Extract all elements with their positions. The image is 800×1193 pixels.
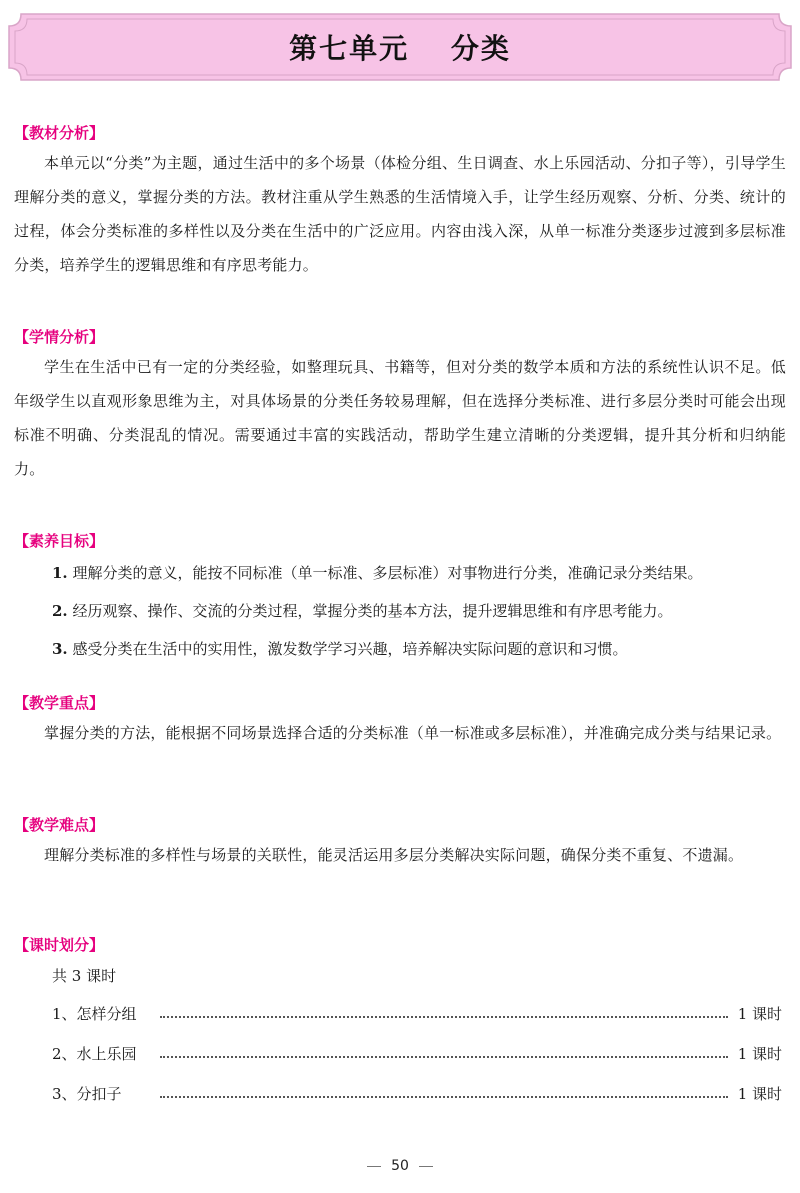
difficulties-text: 理解分类标准的多样性与场景的关联性，能灵活运用多层分类解决实际问题，确保分类不重复、不遗漏。 — [44, 846, 744, 864]
schedule-section — [14, 932, 786, 1114]
key-points-heading: 【教学重点】 — [14, 694, 105, 712]
lesson-name: 2、水上乐园 — [52, 1045, 137, 1063]
dot-leader — [160, 1016, 728, 1018]
goal-item — [14, 554, 786, 592]
page-footer — [0, 1158, 800, 1174]
goal-text: 理解分类的意义，能按不同标准（单一标准、多层标准）对事物进行分类，准确记录分类结果。 — [72, 564, 703, 582]
goal-number: 2. — [52, 602, 68, 620]
goal-item — [14, 630, 786, 668]
key-points-section — [14, 690, 786, 750]
student-analysis-text: 学生在生活中已有一定的分类经验，如整理玩具、书籍等，但对分类的数学本质和方法的系统性认识不足。低年级学生以直观形象思维为主，对具体场景的分类任务较易理解，但在选择分类标准、进行多层分类时可能会出现标准不明确、分类混乱的情况。需要通过丰富的实践活动，帮助学生建立清晰的分类逻辑，提升其分析和归纳能力。 — [14, 358, 786, 478]
textbook-analysis-text: 本单元以“分类”为主题，通过生活中的多个场景（体检分组、生日调查、水上乐园活动、分扣子等），引导学生理解分类的意义，掌握分类的方法。教材注重从学生熟悉的生活情境入手，让学生经历观察、分析、分类、统计的过程，体会分类标准的多样性以及分类在生活中的广泛应用。内容由浅入深，从单一标准分类逐步过渡到多层标准分类，培养学生的逻辑思维和有序思考能力。 — [14, 154, 786, 274]
goal-item — [14, 592, 786, 630]
student-analysis-section — [14, 324, 786, 486]
lesson-row — [14, 1034, 786, 1074]
dot-leader — [160, 1096, 728, 1098]
lesson-name: 3、分扣子 — [52, 1085, 122, 1103]
goal-number: 1. — [52, 564, 68, 582]
lesson-row — [14, 1074, 786, 1114]
footer-dash-left — [367, 1166, 381, 1167]
total-lessons: 共 3 课时 — [52, 967, 117, 985]
textbook-analysis-heading: 【教材分析】 — [14, 124, 105, 142]
dot-leader — [160, 1056, 728, 1058]
lesson-hours: 1 课时 — [737, 1045, 782, 1063]
difficulties-heading: 【教学难点】 — [14, 816, 105, 834]
schedule-heading: 【课时划分】 — [14, 936, 105, 954]
lesson-name: 1、怎样分组 — [52, 1005, 137, 1023]
literacy-goals-section — [14, 528, 786, 668]
page-title: 第七单元 分类 — [289, 32, 511, 65]
page-number: 50 — [391, 1158, 409, 1174]
footer-dash-right — [419, 1166, 433, 1167]
goal-text: 感受分类在生活中的实用性，激发数学学习兴趣，培养解决实际问题的意识和习惯。 — [72, 640, 628, 658]
title-banner — [7, 12, 793, 82]
textbook-analysis-section — [14, 120, 786, 282]
lesson-hours: 1 课时 — [737, 1005, 782, 1023]
goal-number: 3. — [52, 640, 68, 658]
lesson-row — [14, 994, 786, 1034]
difficulties-section — [14, 812, 786, 872]
goal-text: 经历观察、操作、交流的分类过程，掌握分类的基本方法，提升逻辑思维和有序思考能力。 — [72, 602, 673, 620]
key-points-text: 掌握分类的方法，能根据不同场景选择合适的分类标准（单一标准或多层标准），并准确完成分类与结果记录。 — [44, 724, 782, 742]
literacy-goals-heading: 【素养目标】 — [14, 532, 105, 550]
student-analysis-heading: 【学情分析】 — [14, 328, 105, 346]
lesson-hours: 1 课时 — [737, 1085, 782, 1103]
